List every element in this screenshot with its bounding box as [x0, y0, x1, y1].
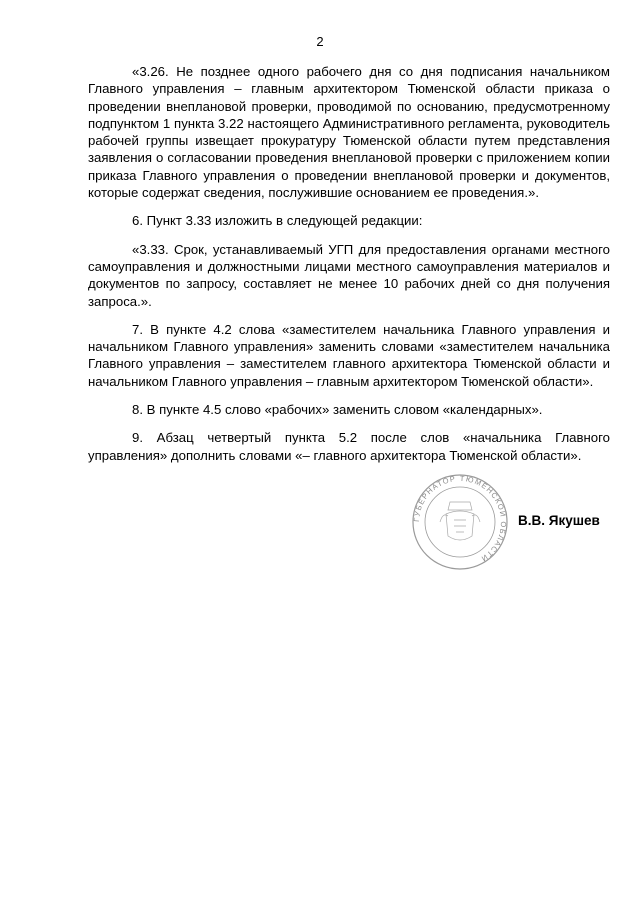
document-body [88, 63, 610, 475]
paragraph-item-8: 8. В пункте 4.5 слово «рабочих» заменить словом «календарных». [132, 402, 543, 418]
page-number: 2 [316, 34, 324, 49]
paragraph-item-6: 6. Пункт 3.33 изложить в следующей редакции: [132, 213, 423, 229]
paragraph-3-26: «3.26. Не позднее одного рабочего дня со дня подписания начальником Главного управления – главным архитектором Тюменской области приказа о проведении внеплановой проверки, проводимой по основанию, предусмотренному подпунктом 1 пункта 3.22 настоящего Административного регламента, руководитель рабочей группы извещает прокуратуру Тюменской области путем представления заявления о согласовании проведения внеплановой проверки с приложением копии приказа Главного управления о проведении внеплановой проверки и документов, которые содержат сведения, послужившие основанием ее проведения.». [88, 64, 610, 201]
paragraph-3-33: «3.33. Срок, устанавливаемый УГП для предоставления органами местного самоуправления и должностными лицами местного самоуправления материалов и документов по запросу, составляет не менее 10 рабочих дней со дня получения запроса.». [88, 241, 610, 309]
paragraph-item-7: 7. В пункте 4.2 слова «заместителем начальника Главного управления и начальником Главного управления» заменить словами «заместителем начальника Главного управления – заместителем главного архитектора Тюменской области и начальником Главного управления – главным архитектором Тюменской области». [88, 321, 610, 389]
seal-text: ГУБЕРНАТОР ТЮМЕНСКОЙ ОБЛАСТИ [411, 473, 509, 564]
paragraph-item-9: 9. Абзац четвертый пункта 5.2 после слов «начальника Главного управления» дополнить словами «– главного архитектора Тюменской области». [88, 430, 610, 463]
official-seal [410, 472, 510, 572]
signatory-name: В.В. Якушев [518, 513, 600, 528]
